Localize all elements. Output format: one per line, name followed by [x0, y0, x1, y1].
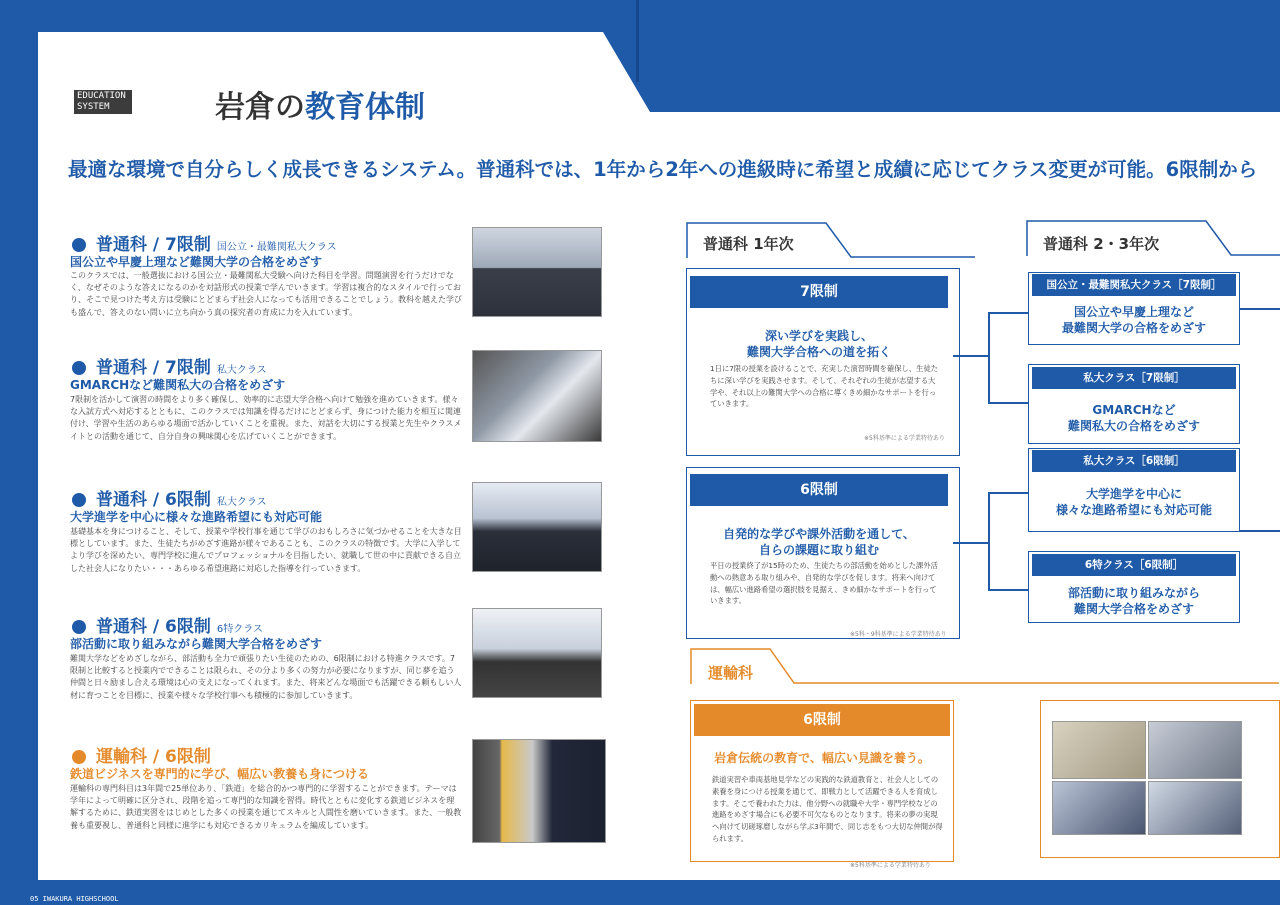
bullet-icon — [72, 493, 86, 507]
course-body: 基礎基本を身につけること、そして、授業や学校行事を通じて学びのおもしろさに気づかせることを大きな目標としています。また、生徒たちがめざす進路が様々であることも、このクラスの特徴です。大学に入学してより学びを深めたい、専門学校に進んでプロフェッショナルを目指したい、就職して世の中に貢献できる自立した社会人になりたい・・・あらゆる希望進路に対応した指導を行っていきます。 — [70, 527, 462, 573]
course-heading: 部活動に取り組みながら難関大学合格をめざす — [70, 637, 323, 651]
tablet-photo — [472, 350, 602, 442]
course-body: 運輸科の専門科目は3年間で25単位あり、「鉄道」を総合的かつ専門的に学習することができます。テーマは学年によって明確に区分され、段階を追って専門的な知識を習得。時代とともに変化する鉄道ビジネスを理解するために、鉄道実習をはじめとした多くの授業を通じてスキルと人間性を磨いていきます。また、一般教養も重要視し、普通科と同様に進学にも対応できるカリキュラムを編成しています。 — [70, 784, 462, 830]
connector-line — [988, 492, 1030, 494]
training-photo — [1052, 721, 1146, 779]
year1-tab-frame — [686, 222, 976, 258]
year23-tab: 普通科 2・3年次 — [1043, 235, 1160, 253]
connector-line — [953, 355, 989, 357]
page-footer: 05 IWAKURA HIGHSCHOOL — [30, 895, 119, 903]
class-header: 6特クラス［6限制］ — [1032, 554, 1236, 576]
bullet-icon — [72, 620, 86, 634]
connector-line — [1238, 308, 1280, 310]
class-header: 国公立・最難関私大クラス［7限制］ — [1032, 274, 1236, 296]
platform-photo — [1148, 781, 1242, 835]
year23-tab-frame — [1026, 220, 1280, 256]
station-photo — [1148, 721, 1242, 779]
class-header: 私大クラス［6限制］ — [1032, 450, 1236, 472]
students-photo — [472, 482, 602, 572]
bullet-icon — [72, 361, 86, 375]
course-title: 普通科 / 7限制 国公立・最難関私大クラス — [72, 230, 337, 255]
bullet-icon — [72, 750, 86, 764]
page-title: 岩倉の教育体制 — [215, 90, 425, 125]
connector-line — [1240, 530, 1280, 532]
course-title: 普通科 / 6限制 6特クラス — [72, 612, 263, 637]
year1-6-header: 6限制 — [690, 474, 948, 506]
year1-6-body: 平日の授業終了が15時のため、生徒たちの部活動を始めとした課外活動への熱意ある取り組みや、自発的な学びを促します。将来へ向けては、幅広い進路希望の選択肢を見据え、きめ細かなサポートを行っていきます。 — [710, 561, 938, 606]
section-tag: EDUCATION SYSTEM — [74, 90, 132, 114]
connector-line — [988, 402, 1030, 404]
page-fold — [636, 0, 639, 82]
year1-tab: 普通科 1年次 — [703, 235, 794, 253]
unyu-tab-frame — [690, 648, 1280, 684]
workshop-photo — [1052, 781, 1146, 835]
connector-line — [988, 492, 990, 589]
class-header: 私大クラス［7限制］ — [1032, 367, 1236, 389]
year1-6-title: 自発的な学びや課外活動を通して、 自らの課題に取り組む — [723, 527, 915, 557]
course-heading: GMARCHなど難関私大の合格をめざす — [70, 378, 286, 392]
course-heading: 大学進学を中心に様々な進路希望にも対応可能 — [70, 510, 323, 524]
connector-line — [988, 589, 1030, 591]
year1-7-header: 7限制 — [690, 276, 948, 308]
course-body: このクラスでは、一般選抜における国公立・最難関私大受験へ向けた科目を学習。問題演習を行うだけでなく、なぜそのような答えになるのかを対話形式の授業で学んでいきます。学習は複合的なスタイルで行っており、そこで見つけた考え方は受験にとどまらず社会人になっても活用できることでしょう。教科を越えた学びも盛んで、答えのない問いに立ち向かう真の探究者の育成に力を入れています。 — [70, 271, 462, 317]
course-body: 7限制を活かして演習の時間をより多く確保し、効率的に志望大学合格へ向けて勉強を進めていきます。様々な入試方式へ対応するとともに、このクラスでは知識を得るだけにとどまらず、身につけた能力を相互に関連付け、学習や生活のあらゆる場面で活かしていくことを重視。また、対話を大切にする授業と先生やクラスメイトとの活動を通じて、自分自身の興味関心を広げていくことができます。 — [70, 395, 462, 441]
unyu-tab: 運輸科 — [708, 664, 754, 682]
class-goal: 国公立や早慶上理など 最難関大学の合格をめざす — [1061, 305, 1206, 335]
year1-7-body: 1日に7限の授業を設けることで、充実した演習時間を確保し、生徒たちに深い学びを実践させます。そして、それぞれの生徒が志望する大学や、それ以上の難関大学への合格に導くきめ細かなサポートを行っていきます。 — [710, 364, 939, 409]
class-goal: GMARCHなど 難関私大の合格をめざす — [1067, 403, 1200, 433]
course-title: 普通科 / 7限制 私大クラス — [72, 353, 267, 378]
classroom-photo — [472, 227, 602, 317]
connector-line — [988, 312, 1030, 314]
connector-line — [988, 312, 990, 402]
unyu-title: 岩倉伝統の教育で、幅広い見識を養う。 — [714, 751, 930, 765]
bullet-icon — [72, 238, 86, 252]
unyu-note: ※5科基準による学業特待あり — [850, 862, 931, 869]
course-title: 普通科 / 6限制 私大クラス — [72, 485, 267, 510]
class-goal: 部活動に取り組みながら 難関大学合格をめざす — [1067, 586, 1200, 616]
year1-7-note: ※5科基準による学業特待あり — [864, 435, 945, 442]
year1-7-title: 深い学びを実践し、 難関大学合格への道を拓く — [746, 329, 891, 359]
course-heading: 国公立や早慶上理など難関大学の合格をめざす — [70, 255, 323, 269]
unyu-header: 6限制 — [694, 704, 950, 736]
train-photo — [472, 739, 606, 843]
year1-6-note: ※5科・9科基準による学業特待あり — [850, 631, 947, 638]
course-title: 運輸科 / 6限制 — [72, 742, 211, 767]
lead-text: 最適な環境で自分らしく成長できるシステム。普通科では、1年から2年への進級時に希望と成績に応じてクラス変更が可能。6限制から — [68, 158, 1258, 181]
course-body: 難関大学などをめざしながら、部活動も全力で頑張りたい生徒のための、6限制における特進クラスです。7限制と比較すると授業内でできることは限られ、その分より多くの努力が必要になりますが、同じ夢を追う仲間と日々励まし合える環境は心の支えになってくれます。また、将来どんな場面でも活躍できる頼もしい人材に育つことを目標に、授業や様々な学校行事へも積極的に参加していきます。 — [70, 654, 462, 700]
presentation-photo — [472, 608, 602, 698]
course-heading: 鉄道ビジネスを専門的に学び、幅広い教養も身につける — [70, 767, 369, 781]
unyu-body: 鉄道実習や車両基地見学などの実践的な鉄道教育と、社会人としての素養を身につける授業を通じて、即戦力として活躍できる人を育成します。そこで養われた力は、他分野への就職や大学・専門学校などの進路をめざす場合にも必要不可欠なものとなります。将来の夢の実現へ向けて切磋琢磨しながら学ぶ3年間で、同じ志をもつ大切な仲間が得られます。 — [712, 775, 943, 843]
class-goal: 大学進学を中心に 様々な進路希望にも対応可能 — [1055, 487, 1212, 517]
connector-line — [953, 542, 989, 544]
